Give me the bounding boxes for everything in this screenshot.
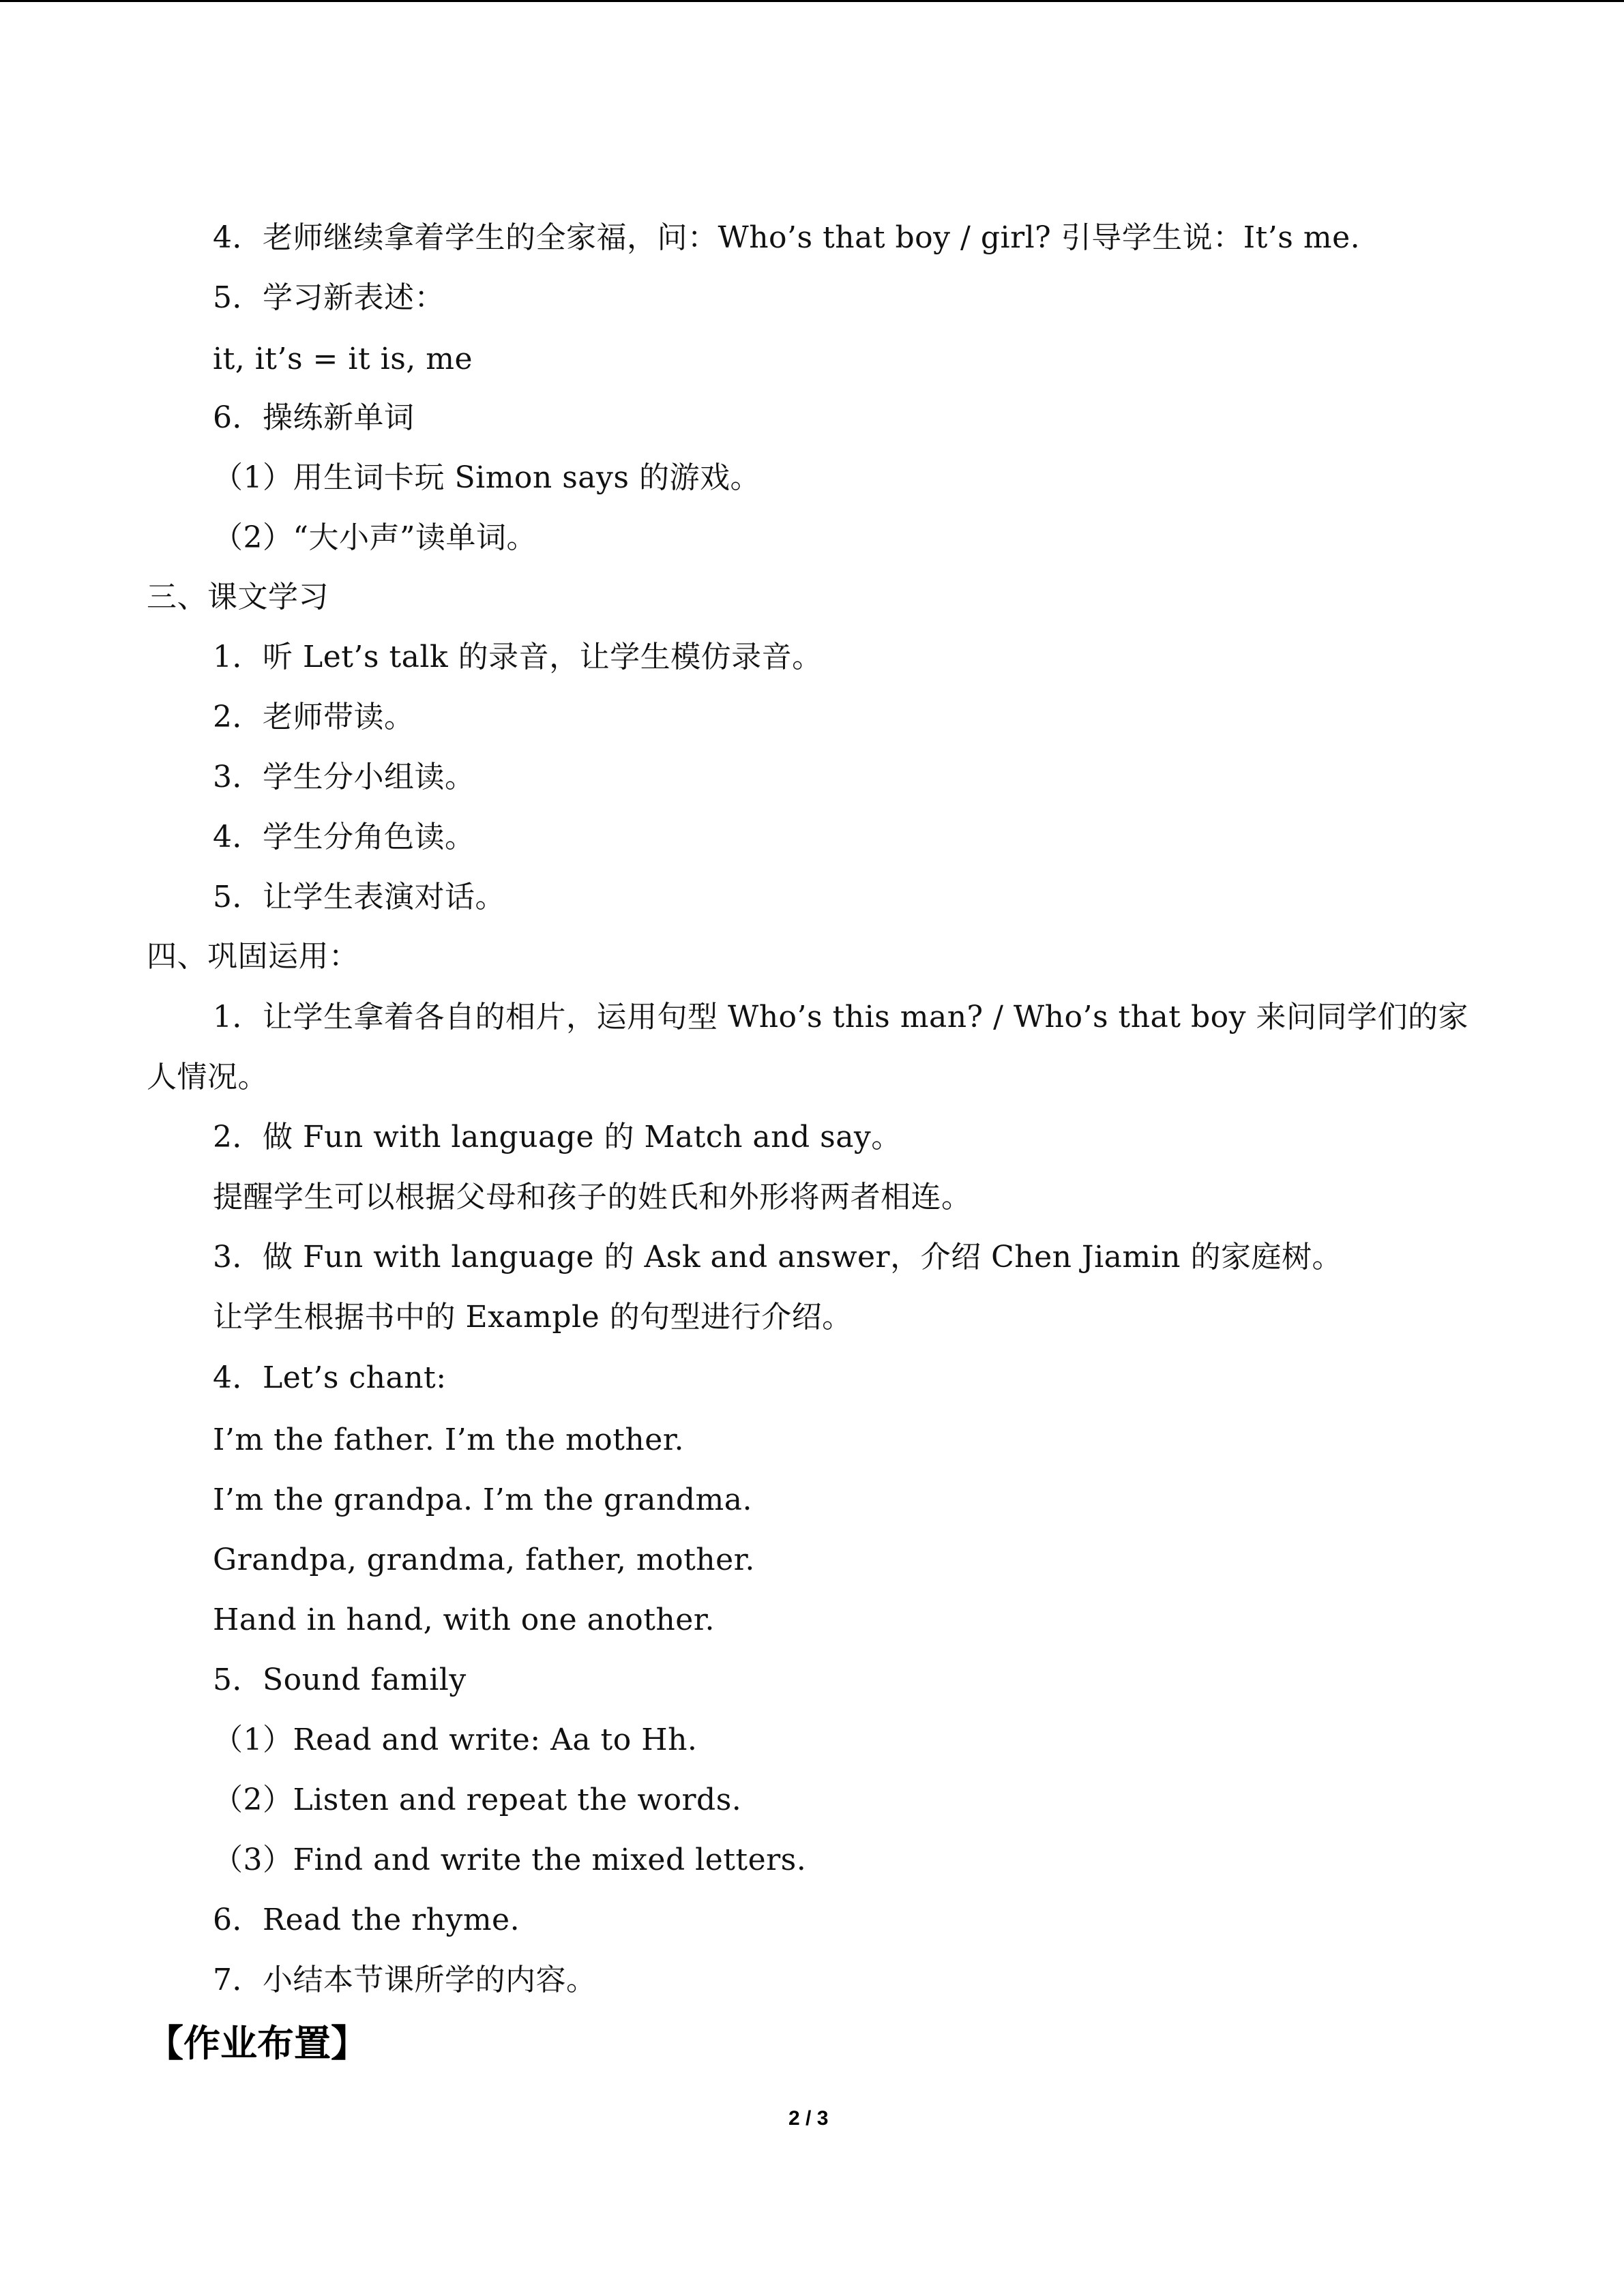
section-title: 四、巩固运用： bbox=[147, 939, 359, 974]
text-line: 4．老师继续拿着学生的全家福，问：Who’s that boy / girl? 引导学生说：It’s me. bbox=[213, 220, 1361, 255]
text-line: （1）用生词卡玩 Simon says 的游戏。 bbox=[213, 460, 761, 495]
text-line: （2）“大小声”读单词。 bbox=[213, 520, 537, 555]
text-line: 5．学习新表述： bbox=[213, 280, 445, 315]
section-title: 三、课文学习 bbox=[147, 580, 329, 614]
text-line: 2．老师带读。 bbox=[213, 700, 415, 734]
text-line: 2．做 Fun with language 的 Match and say。 bbox=[213, 1120, 902, 1154]
text-line: 1．让学生拿着各自的相片，运用句型 Who’s this man? / Who’s that boy 来问同学们的家 bbox=[213, 1000, 1468, 1034]
section-heading: 【作业布置】 bbox=[147, 2022, 368, 2065]
text-line: Hand in hand, with one another. bbox=[213, 1602, 715, 1637]
text-line: 5．Sound family bbox=[213, 1663, 467, 1697]
text-line: 6．操练新单词 bbox=[213, 400, 415, 435]
text-line: （3）Find and write the mixed letters. bbox=[213, 1843, 807, 1877]
text-line: （2）Listen and repeat the words. bbox=[213, 1783, 742, 1817]
page-number: 2 / 3 bbox=[788, 2107, 829, 2130]
text-line: 4．学生分角色读。 bbox=[213, 820, 475, 854]
text-line: （1）Read and write: Aa to Hh. bbox=[213, 1723, 698, 1757]
text-line: 3．学生分小组读。 bbox=[213, 760, 475, 794]
text-line: 1．听 Let’s talk 的录音，让学生模仿录音。 bbox=[213, 640, 823, 674]
text-line: Grandpa, grandma, father, mother. bbox=[213, 1542, 755, 1577]
text-line: 7．小结本节课所学的内容。 bbox=[213, 1963, 597, 1997]
text-line: 5．让学生表演对话。 bbox=[213, 880, 505, 914]
text-line: 3．做 Fun with language 的 Ask and answer，介绍 Chen Jiamin 的家庭树。 bbox=[213, 1240, 1342, 1274]
text-line: 4．Let’s chant: bbox=[213, 1360, 447, 1395]
text-line: I’m the father. I’m the mother. bbox=[213, 1422, 684, 1457]
text-line: 人情况。 bbox=[147, 1060, 268, 1094]
text-line: it, it’s = it is, me bbox=[213, 342, 473, 376]
text-line: 提醒学生可以根据父母和孩子的姓氏和外形将两者相连。 bbox=[213, 1180, 972, 1214]
text-line: 让学生根据书中的 Example 的句型进行介绍。 bbox=[213, 1300, 853, 1335]
text-line: 6．Read the rhyme. bbox=[213, 1903, 520, 1937]
text-line: I’m the grandpa. I’m the grandma. bbox=[213, 1482, 752, 1517]
